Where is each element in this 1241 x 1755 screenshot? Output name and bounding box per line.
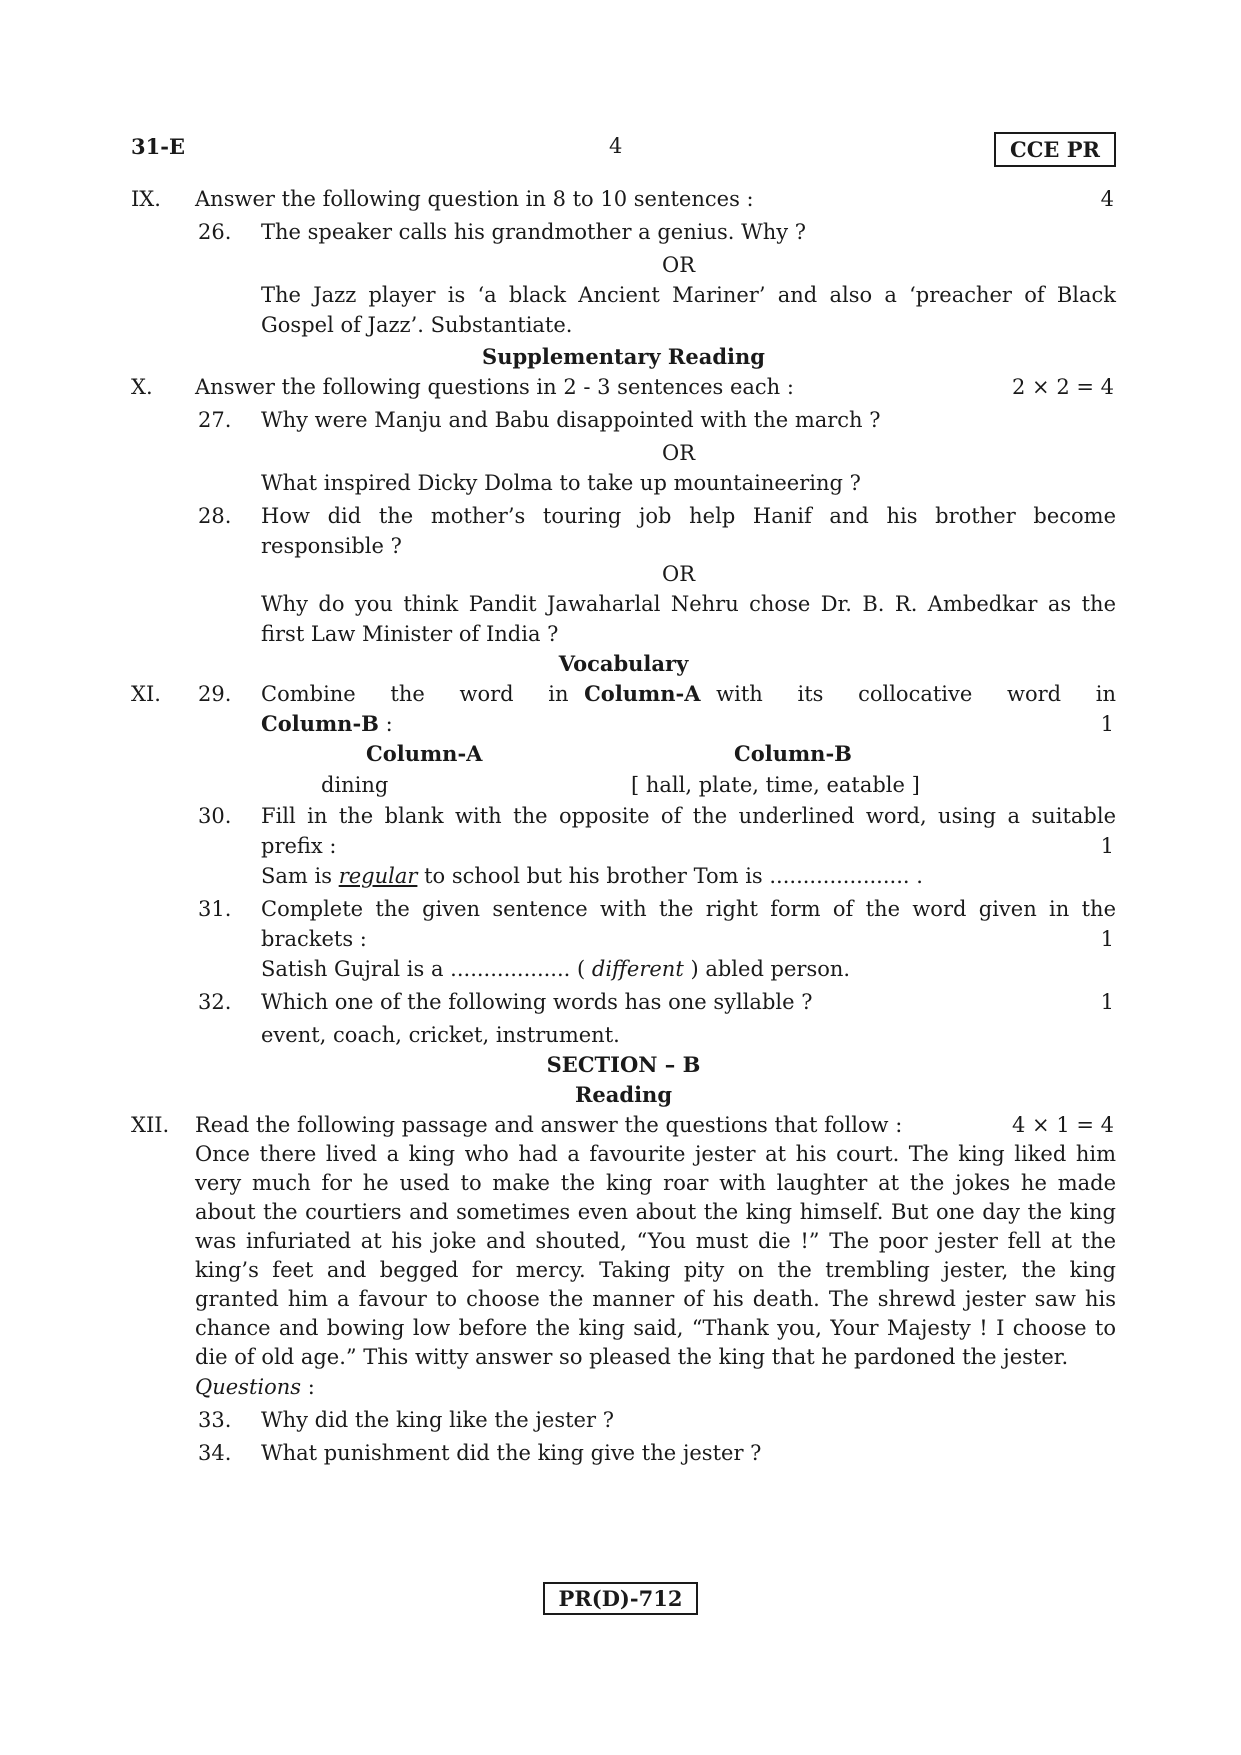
- supplementary-heading: Supplementary Reading: [482, 344, 765, 369]
- word-options: event, coach, cricket, instrument.: [261, 1023, 620, 1047]
- section-ix-instruction: [131, 184, 1116, 217]
- exam-type-box: CCE PR: [994, 132, 1116, 167]
- question-text: Complete the given sentence with the right form of the word given in the: [261, 897, 1116, 921]
- question-31-line2: [131, 924, 1116, 954]
- marks: 1: [1100, 712, 1114, 736]
- question-32: [131, 987, 1116, 1020]
- instruction-text: Read the following passage and answer the questions that follow :: [195, 1113, 903, 1137]
- question-content: [131, 184, 1116, 1471]
- sentence-post: to school but his brother Tom is ..................... .: [417, 864, 923, 888]
- question-text-line2: prefix :: [261, 834, 337, 858]
- or-separator: OR: [661, 441, 696, 465]
- sentence-pre: Satish Gujral is a .................. (: [261, 957, 586, 981]
- marks: 4: [1100, 187, 1114, 211]
- question-28: [131, 501, 1116, 559]
- question-text: How did the mother’s touring job help Hanif and his brother become responsible ?: [261, 504, 1116, 558]
- column-a-word: dining: [321, 773, 389, 797]
- column-a-heading: Column-A: [366, 741, 483, 766]
- question-number: 33.: [198, 1408, 232, 1432]
- question-26: [131, 217, 1116, 250]
- question-27-alternative: [131, 468, 1116, 501]
- vocabulary-heading: Vocabulary: [558, 651, 689, 676]
- paper-code: 31-E: [131, 134, 185, 159]
- question-number: 27.: [198, 408, 232, 432]
- sentence-post: ) abled person.: [690, 957, 851, 981]
- section-x-instruction: [131, 372, 1116, 405]
- question-number: 31.: [198, 897, 232, 921]
- question-text: What punishment did the king give the jester ?: [261, 1441, 762, 1465]
- question-number: 29.: [198, 682, 232, 706]
- question-31-sentence: [131, 954, 1116, 987]
- question-30-sentence: [131, 861, 1116, 894]
- question-text: The speaker calls his grandmother a genius. Why ?: [261, 220, 807, 244]
- question-text: Why did the king like the jester ?: [261, 1408, 614, 1432]
- question-30-line2: [131, 831, 1116, 861]
- page-footer: [0, 1582, 1241, 1615]
- marks: 1: [1100, 990, 1114, 1014]
- q29-column-b: Column-B: [261, 711, 379, 736]
- question-text: [261, 679, 1116, 709]
- page-header: [131, 134, 1116, 178]
- question-number: 34.: [198, 1441, 232, 1465]
- question-29-line2: [131, 709, 1116, 739]
- question-text: What inspired Dicky Dolma to take up mountaineering ?: [261, 471, 861, 495]
- column-b-words: [ hall, plate, time, eatable ]: [631, 773, 920, 797]
- marks: 2 × 2 = 4: [1012, 375, 1114, 399]
- question-text-line2: brackets :: [261, 927, 367, 951]
- question-32-options: [131, 1020, 1116, 1050]
- q29-column-a: Column-A: [584, 681, 701, 706]
- reading-heading: Reading: [574, 1082, 673, 1107]
- marks: 1: [1100, 834, 1114, 858]
- or-separator: OR: [661, 562, 696, 586]
- sentence-pre: Sam is: [261, 864, 332, 888]
- roman-numeral: XI.: [131, 682, 161, 706]
- question-number: 30.: [198, 804, 232, 828]
- question-31: [131, 894, 1116, 924]
- question-number: 28.: [198, 504, 232, 528]
- instruction-text: Answer the following question in 8 to 10 sentences :: [195, 187, 754, 211]
- question-33: [131, 1405, 1116, 1438]
- roman-numeral: IX.: [131, 187, 161, 211]
- question-34: [131, 1438, 1116, 1471]
- question-28-alternative: Why do you think Pandit Jawaharlal Nehru chose Dr. B. R. Ambedkar as the first Law Minister of India ?: [261, 592, 1116, 646]
- column-b-heading: Column-B: [734, 741, 852, 766]
- footer-code-box: PR(D)-712: [543, 1582, 699, 1615]
- page-number: 4: [609, 134, 623, 158]
- q29-mid: with its collocative word in: [716, 682, 1116, 706]
- section-b-heading: SECTION – B: [546, 1052, 701, 1077]
- section-xii-instruction: [131, 1110, 1116, 1140]
- question-text-line2: [261, 709, 1116, 739]
- reading-passage: Once there lived a king who had a favourite jester at his court. The king liked him very much for he used to make the king roar with laughter at the jokes he made about the courtiers and sometimes even about the king himself. But one day the king was infuriated at his joke and shouted, “You must die !” The poor jester fell at the king’s feet and begged for mercy. Taking pity on the trembling jester, the king granted him a favour to choose the manner of his death. The shrewd jester saw his chance and bowing low before the king said, “Thank you, Your Majesty ! I choose to die of old age.” This witty answer so pleased the king that he pardoned the jester.: [195, 1142, 1116, 1369]
- column-values: [131, 770, 1116, 801]
- questions-label-colon: :: [301, 1375, 315, 1399]
- question-29: [131, 679, 1116, 709]
- sentence: [261, 954, 1116, 984]
- questions-label: [195, 1372, 1116, 1405]
- question-number: 32.: [198, 990, 232, 1014]
- question-30: [131, 801, 1116, 831]
- marks: 1: [1100, 927, 1114, 951]
- column-headings: [131, 739, 1116, 770]
- question-26-alternative: The Jazz player is ‘a black Ancient Mariner’ and also a ‘preacher of Black Gospel of Jazz’. Substantiate.: [261, 283, 1116, 337]
- sentence: [261, 861, 1116, 891]
- question-text: Which one of the following words has one syllable ?: [261, 990, 813, 1014]
- roman-numeral: X.: [131, 375, 153, 399]
- or-separator: OR: [661, 253, 696, 277]
- q29-colon: :: [385, 712, 393, 736]
- questions-label-text: Questions: [195, 1375, 302, 1399]
- bracket-word: different: [591, 957, 684, 981]
- question-number: 26.: [198, 220, 232, 244]
- marks: 4 × 1 = 4: [1012, 1113, 1114, 1137]
- question-text: Why were Manju and Babu disappointed with the march ?: [261, 408, 881, 432]
- question-27: [131, 405, 1116, 438]
- question-text: Fill in the blank with the opposite of the underlined word, using a suitable: [261, 804, 1116, 828]
- underlined-word: regular: [338, 864, 418, 888]
- roman-numeral: XII.: [131, 1113, 170, 1137]
- instruction-text: Answer the following questions in 2 - 3 sentences each :: [195, 375, 794, 399]
- q29-pre: Combine the word in: [261, 682, 569, 706]
